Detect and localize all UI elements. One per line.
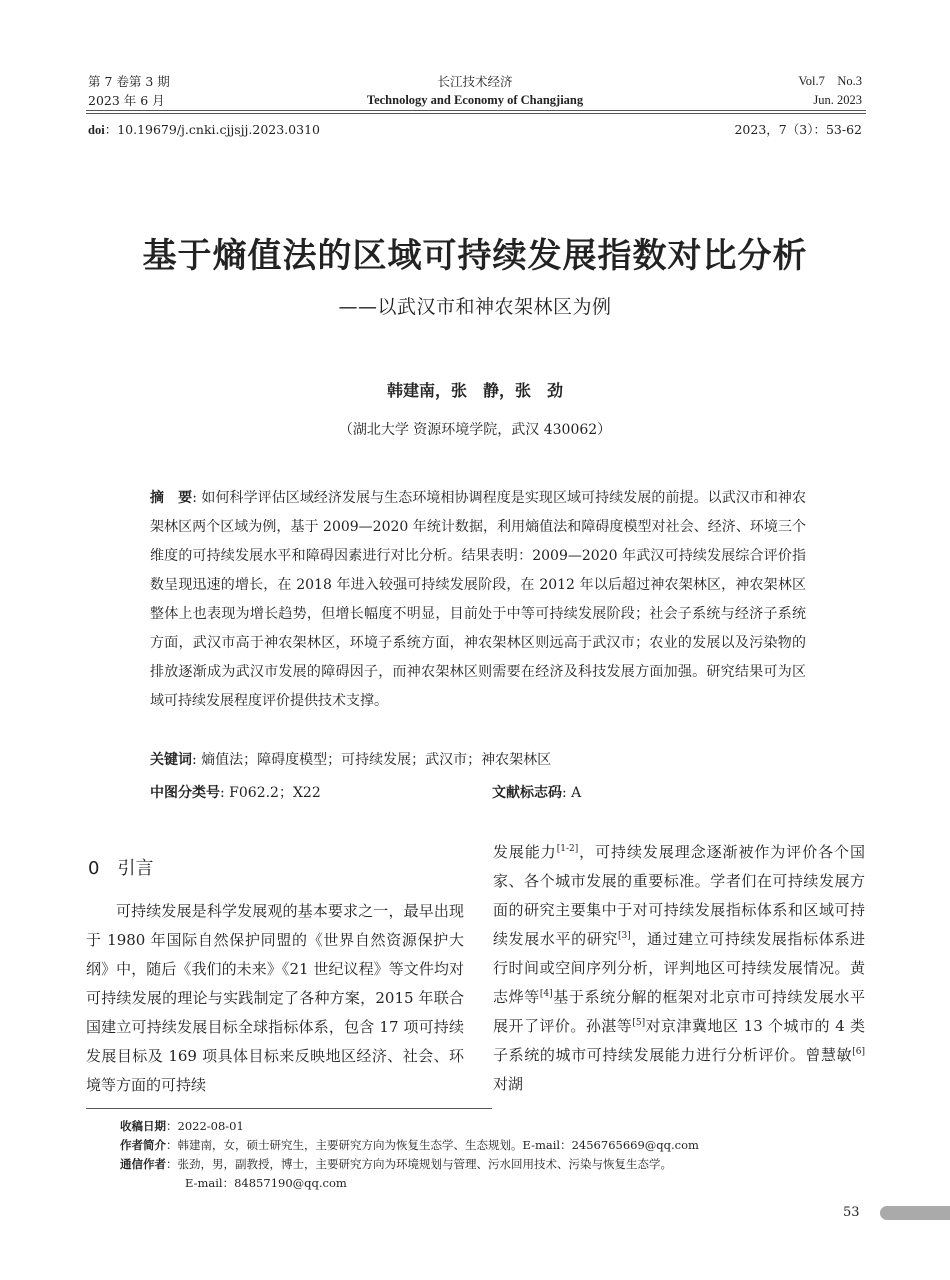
paper-title: 基于熵值法的区域可持续发展指数对比分析	[142, 236, 808, 276]
footnote-rule	[86, 1108, 492, 1109]
header-rule-bottom	[86, 113, 866, 114]
citation-ref-3[interactable]: [3]	[617, 931, 631, 941]
footnotes	[120, 1117, 699, 1193]
received-label: 收稿日期	[120, 1119, 166, 1133]
bio-value: ：韩建南，女，硕士研究生，主要研究方向为恢复生态学、生态规划。E-mail：2456765669@qq.com	[166, 1138, 699, 1152]
abstract	[150, 484, 806, 716]
body-column-left	[86, 897, 464, 1100]
clc-text: : F062.2；X22	[220, 785, 321, 801]
abstract-label: 摘 要	[150, 490, 193, 506]
right-text-4: 基于系统分解的框架对北京市可持续发展水平展开了评价。孙湛等	[493, 988, 865, 1035]
intro-paragraph-right	[493, 838, 865, 1099]
intro-paragraph-left: 可持续发展是科学发展观的基本要求之一，最早出现于 1980 年国际自然保护同盟的《世界自然资源保护大纲》中，随后《我们的未来》《21 世纪议程》等文件均对可持续发展的理论与实践制定了各种方案，2015 年联合国建立可持续发展目标全球指标体系，包含 17 项可持续发展目标及 169 项具体目标来反映地区经济、社会、环境等方面的可持续	[86, 902, 464, 1094]
document-code	[492, 782, 581, 802]
doi-value: ：10.19679/j.cnki.cjjsjj.2023.0310	[104, 122, 320, 137]
abstract-text: : 如何科学评估区域经济发展与生态环境相协调程度是实现区域可持续发展的前提。以武汉市和神农架林区两个区域为例，基于 2009—2020 年统计数据，利用熵值法和障碍度模型对社会、经济、环境三个维度的可持续发展水平和障碍因素进行对比分析。结果表明：2009—2020 年武汉可持续发展综合评价指数呈现迅速的增长，在 2018 年进入较强可持续发展阶段，在 2012 年以后超过神农架林区，神农架林区整体上也表现为增长趋势，但增长幅度不明显，目前处于中等可持续发展阶段；社会子系统与经济子系统方面，武汉市高于神农架林区，环境子系统方面，神农架林区则远高于武汉市；农业的发展以及污染物的排放逐渐成为武汉市发展的障碍因子，而神农架林区则需要在经济及科技发展方面加强。研究结果可为区域可持续发展程度评价提供技术支撑。	[150, 490, 806, 709]
author-list: 韩建南，张 静，张 劲	[386, 381, 563, 400]
publication-date-en: Jun. 2023	[813, 93, 862, 107]
volume-issue: 第 7 卷第 3 期	[88, 74, 170, 89]
right-text-1: 发展能力	[493, 843, 557, 861]
document-code-text: : A	[562, 785, 582, 801]
right-text-6: 对湖	[493, 1075, 524, 1093]
citation-ref-5[interactable]: [5]	[632, 1018, 646, 1028]
right-text-2: ，可持续发展理念逐渐被作为评价各个国家、各个城市发展的重要标准。学者们在可持续发展方面的研究主要集中于对可持续发展指标体系和区域可持续发展水平的研究	[493, 843, 865, 948]
doi-label: doi	[88, 123, 105, 137]
publication-date: 2023 年 6 月	[88, 93, 165, 108]
corr-value: ：张劲，男，副教授，博士，主要研究方向为环境规划与管理、污水回用技术、污染与恢复生态学。	[166, 1157, 672, 1171]
corresponding-author	[120, 1155, 699, 1174]
keywords-text: : 熵值法；障碍度模型；可持续发展；武汉市；神农架林区	[192, 752, 552, 768]
citation-ref-4[interactable]: [4]	[539, 989, 553, 999]
right-text-5: 对京津冀地区 13 个城市的 4 类子系统的城市可持续发展能力进行分析评价。曾慧敏	[493, 1017, 865, 1064]
volume-issue-en: Vol.7 No.3	[798, 74, 862, 88]
bio-label: 作者简介	[120, 1138, 166, 1152]
header-rule-top	[86, 110, 866, 111]
author-bio	[120, 1136, 699, 1155]
body-column-right	[493, 838, 865, 1099]
received-date	[120, 1117, 699, 1136]
header-right	[798, 72, 862, 110]
corresponding-email: E-mail：84857190@qq.com	[185, 1176, 347, 1190]
clc-label: 中图分类号	[150, 785, 220, 801]
keywords	[150, 749, 551, 769]
section-heading: 0 引言	[88, 858, 154, 879]
right-text-3: ，通过建立可持续发展指标体系进行时间或空间序列分析，评判地区可持续发展情况。黄志烨等	[493, 930, 865, 1006]
journal-name-en: Technology and Economy of Changjiang	[366, 93, 584, 107]
received-value: ：2022-08-01	[166, 1119, 244, 1133]
document-code-label: 文献标志码	[492, 785, 562, 801]
citation-ref-1[interactable]: [1-2]	[556, 844, 579, 854]
doi-line	[88, 120, 320, 138]
corr-label: 通信作者	[120, 1157, 166, 1171]
journal-name-cn: 长江技术经济	[437, 74, 513, 89]
page-tab-decoration	[880, 1206, 950, 1220]
page-number: 53	[843, 1205, 860, 1220]
clc-number	[150, 782, 321, 802]
paper-subtitle: ——以武汉市和神农架林区为例	[338, 296, 612, 318]
affiliation: （湖北大学 资源环境学院，武汉 430062）	[338, 422, 612, 438]
citation-ref-6[interactable]: [6]	[852, 1047, 865, 1057]
citation-info: 2023，7（3）：53-62	[734, 122, 862, 137]
keywords-label: 关键词	[150, 752, 192, 768]
